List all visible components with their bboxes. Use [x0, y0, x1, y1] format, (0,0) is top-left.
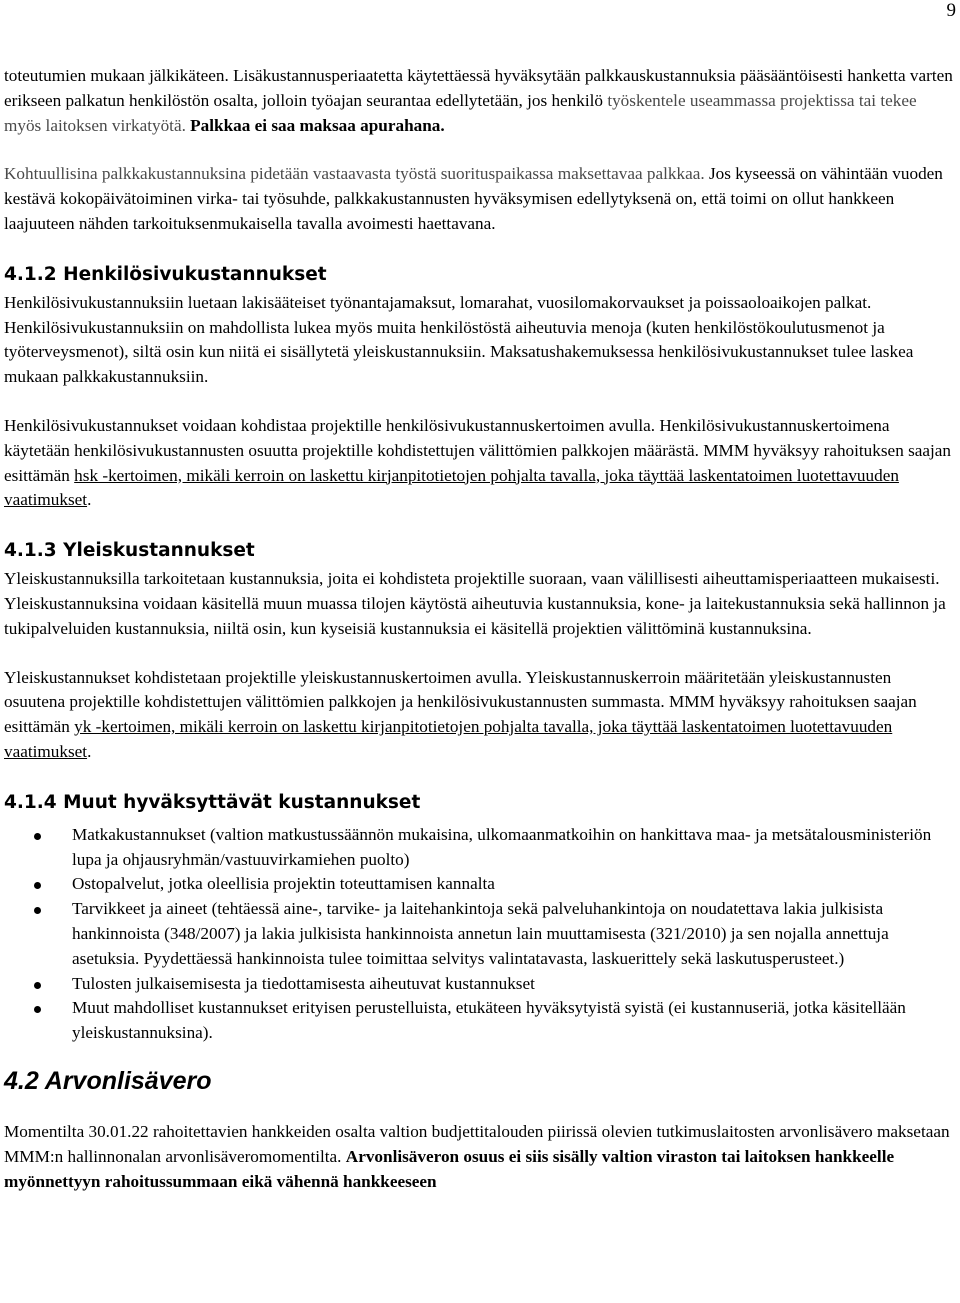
document-body	[4, 64, 956, 1194]
section-412-paragraph-1: Henkilösivukustannuksiin luetaan lakisääteiset työnantajamaksut, lomarahat, vuosilomakorvaukset ja poissaoloaikojen palkat. Henkilösivukustannuksiin on mahdollista lukea myös muita henkilöstöstä aiheutuvia menoja (kuten henkilöstökoulutusmenot ja työterveysmenot), siltä osin kun niitä ei sisällytetä yleiskustannuksiin. Maksatushakemuksessa henkilösivukustannukset tulee laskea mukaan palkkakustannuksiin.	[4, 292, 914, 387]
section-42-text: Momentilta 30.01.22 rahoitettavien hankkeiden osalta valtion budjettitalouden piirissä olevien tutkimuslaitosten arvonlisävero maksetaan MMM:n hallinnonalan arvonlisäveromomentilta.	[4, 1121, 950, 1166]
list-item	[4, 897, 956, 971]
intro-paragraph-1	[4, 64, 956, 138]
intro-text: toteutumien mukaan jälkikäteen. Lisäkustannusperiaatetta käytettäessä hyväksytään palkkauskustannuksia pääsääntöisesti hanketta varten erikseen palkatun henkilöstön osalta, jolloin työajan seurantaa edellytetään, jos henkilö	[4, 66, 953, 110]
section-413-p2-text: Yleiskustannukset kohdistetaan projektille yleiskustannuskertoimen avulla. Yleiskustannuskerroin määritetään yleiskustannusten osuutena projektille kohdistettujen välittömien palkkojen ja henkilösivukustannusten summasta. MMM hyväksyy rahoituksen saajan esittämän	[4, 667, 917, 737]
list-item	[4, 972, 956, 997]
section-413-paragraph-2	[4, 666, 956, 765]
bullet-icon	[34, 982, 41, 989]
heading-4-1-2: 4.1.2 Henkilösivukustannukset	[4, 263, 327, 285]
list-item	[4, 872, 956, 897]
section-413-p2-underlined: yk -kertoimen, mikäli kerroin on laskettu kirjanpitotietojen pohjalta tavalla, joka täyttää laskentatoimen luotettavuuden vaatimukset	[4, 717, 893, 761]
heading-4-2: 4.2 Arvonlisävero	[4, 1066, 212, 1095]
list-item-text: Matkakustannukset (valtion matkustussäännön mukaisina, ulkomaanmatkoihin on hankittava maa- ja metsätalousministeriön lupa ja ohjausryhmän/vastuuvirkamiehen puolto)	[72, 824, 932, 869]
other-costs-list	[4, 823, 956, 1046]
list-item	[4, 996, 956, 1046]
section-412-p2-end: .	[87, 490, 92, 510]
intro-paragraph-2-rest: Jos kyseessä on vähintään vuoden kestävä kokopäivätoiminen virka- tai työsuhde, palkkakustannusten hyväksymisen edellytyksenä on, että toimi on ollut hankkeen laajuuteen nähden tarkoituksenmukaisella tavalla avoimesti haettavana.	[4, 164, 943, 233]
section-413-paragraph-1: Yleiskustannuksilla tarkoitetaan kustannuksia, joita ei kohdisteta projektille suoraan, vaan välillisesti aiheuttamisperiaatteen mukaisesti. Yleiskustannuksina voidaan käsitellä muun muassa tilojen käytöstä aiheutuvia kustannuksia, kone- ja laitekustannuksia sekä hallinnon ja tukipalveluiden kustannuksia, niiltä osin, kun kyseisiä kustannuksia ei käsitellä projektien välittöminä kustannuksina.	[4, 569, 946, 638]
intro-text-muted: työskentele useammassa projektissa tai tekee myös laitoksen virkatyötä.	[4, 90, 917, 135]
list-item-text: Muut mahdolliset kustannukset erityisen perustelluista, etukäteen hyväksytyistä syistä (ei kustannuseriä, jotka käsitellään yleiskustannuksina).	[72, 998, 906, 1043]
list-item-text: Tarvikkeet ja aineet (tehtäessä aine-, tarvike- ja laitehankintoja sekä palveluhankintoja on noudatettava lakia julkisista hankinnoista (348/2007) ja lakia julkisista hankinnoista annetun lain muuttamisesta (321/2010) ja sen nojalla annettuja asetuksia. Pyydettäessä hankinnoista tulee toimittaa selvitys valintatavasta, laskuerittely sekä laskutusperusteet.)	[72, 899, 889, 968]
list-item-text: Tulosten julkaisemisesta ja tiedottamisesta aiheutuvat kustannukset	[72, 973, 535, 993]
bullet-icon	[34, 882, 41, 889]
section-412-paragraph-2	[4, 414, 956, 513]
intro-bold-note: Palkkaa ei saa maksaa apurahana.	[190, 115, 445, 135]
section-412-p2-text: Henkilösivukustannukset voidaan kohdistaa projektille henkilösivukustannuskertoimen avulla. Henkilösivukustannuskertoimena käytetään henkilösivukustannusten osuutta projektille kohdistettujen välittömien palkkojen määrästä. MMM hyväksyy rahoituksen saajan esittämän	[4, 415, 952, 485]
page-number: 9	[946, 0, 956, 21]
section-42-paragraph-1	[4, 1120, 956, 1194]
list-item-text: Ostopalvelut, jotka oleellisia projektin toteuttamisen kannalta	[72, 874, 495, 894]
section-413-p2-end: .	[87, 741, 92, 761]
intro-paragraph-2	[4, 162, 956, 236]
list-item	[4, 823, 956, 873]
bullet-icon	[34, 833, 41, 840]
section-412-p2-underlined: hsk -kertoimen, mikäli kerroin on laskettu kirjanpitotietojen pohjalta tavalla, joka täyttää laskentatoimen luotettavuuden vaatimukset	[4, 465, 899, 510]
intro-paragraph-2-muted: Kohtuullisina palkkakustannuksina pidetään vastaavasta työstä suorituspaikassa maksettavaa palkkaa.	[4, 164, 705, 184]
bullet-icon	[34, 907, 41, 914]
section-42-bold: Arvonlisäveron osuus ei siis sisälly valtion viraston tai laitoksen hankkeelle myönnettyyn rahoitussummaan eikä vähennä hankkeeseen	[4, 1146, 895, 1191]
bullet-icon	[34, 1006, 41, 1013]
heading-4-1-3: 4.1.3 Yleiskustannukset	[4, 540, 255, 562]
heading-4-1-4: 4.1.4 Muut hyväksyttävät kustannukset	[4, 791, 421, 813]
